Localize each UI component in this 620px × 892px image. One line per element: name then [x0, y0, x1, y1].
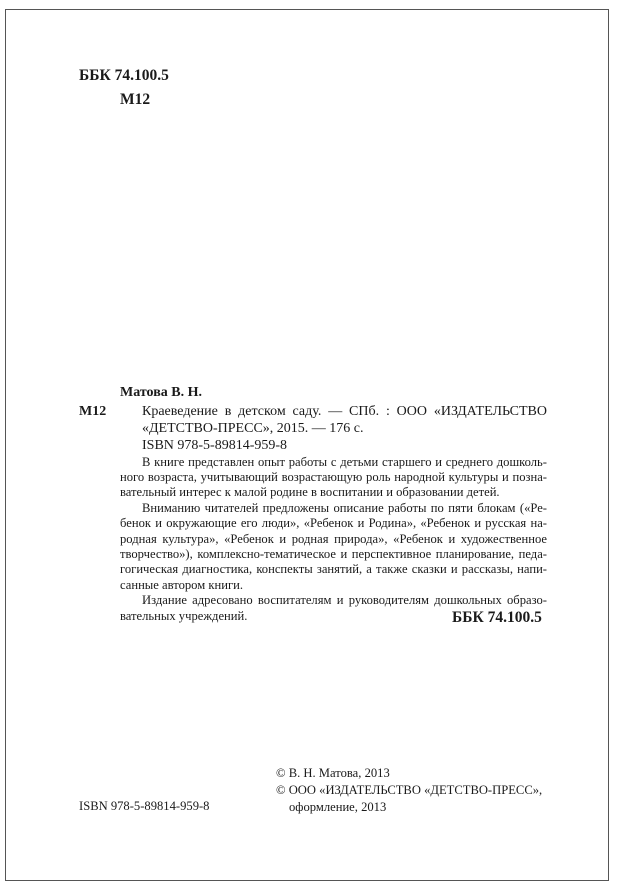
entry-title-line-2: «ДЕТСТВО-ПРЕСС», 2015. — 176 с. — [142, 421, 364, 437]
annotation-line: вательный интерес к малой родине в воспитании и образовании детей. — [120, 485, 500, 500]
entry-title-line-1: Краеведение в детском саду. — СПб. : ООО «ИЗДАТЕЛЬСТВО — [142, 404, 547, 419]
entry-isbn: ISBN 978-5-89814-959-8 — [142, 438, 288, 454]
copyright-publisher: © ООО «ИЗДАТЕЛЬСТВО «ДЕТСТВО-ПРЕСС», — [276, 783, 543, 797]
author-name: Матова В. Н. — [120, 385, 202, 400]
annotation-line: В книге представлен опыт работы с детьми старшего и среднего дошколь- — [142, 454, 547, 469]
copyright-block — [276, 765, 542, 816]
annotation-line: Издание адресовано воспитателям и руководителям дошкольных образо- — [142, 593, 547, 608]
annotation-line: вательных учреждений. — [120, 608, 248, 623]
bibliographic-entry — [120, 403, 547, 624]
annotation-line: Вниманию читателей предложены описание работы по пяти блокам («Ре- — [142, 500, 547, 515]
copyright-author: © В. Н. Матова, 2013 — [276, 766, 390, 780]
bbk-classification-bottom: ББК 74.100.5 — [452, 609, 542, 626]
annotation-line: ного возраста, учитывающий возрастающую роль народной культуры и позна- — [120, 470, 547, 485]
author-sign-top: М12 — [120, 91, 151, 108]
bbk-classification-top: ББК 74.100.5 — [79, 67, 169, 84]
annotation-line: творчество»), комплексно-тематическое и перспективное планирование, педа- — [120, 547, 547, 562]
isbn-bottom: ISBN 978-5-89814-959-8 — [79, 799, 210, 813]
annotation-line: гогическая диагностика, конспекты занятий, а также сказки и рассказы, напи- — [120, 562, 547, 577]
copyright-design: оформление, 2013 — [289, 800, 387, 814]
annotation-line: родная культура», «Ребенок и родная природа», «Ребенок и художественное — [120, 531, 547, 546]
annotation-line: санные автором книги. — [120, 577, 243, 592]
annotation-line: бенок и окружающие его люди», «Ребенок и Родина», «Ребенок и русская на- — [120, 516, 547, 531]
author-sign-entry: М12 — [79, 404, 107, 419]
